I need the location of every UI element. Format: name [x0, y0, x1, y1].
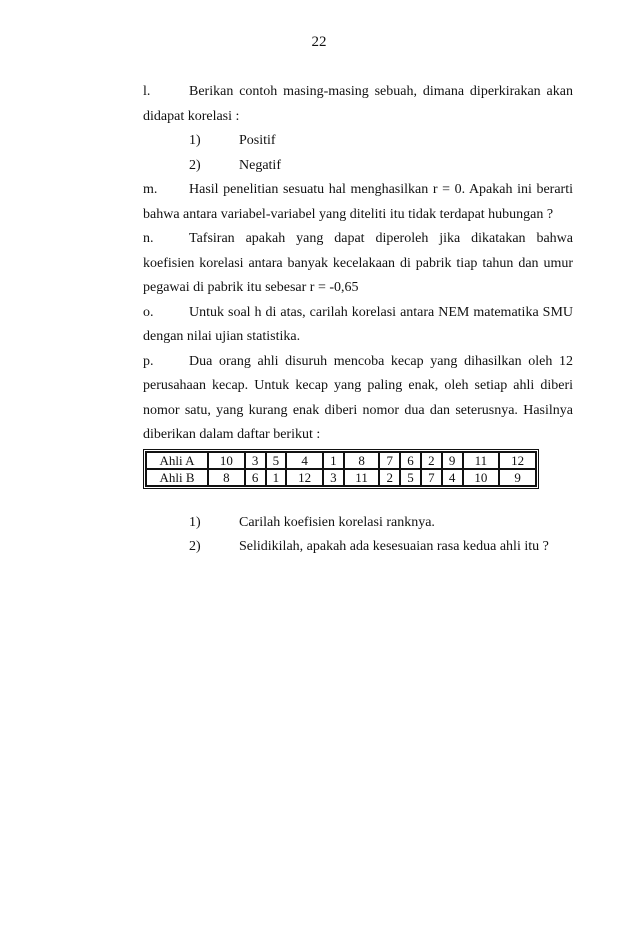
followup-text: Selidikilah, apakah ada kesesuaian rasa kedua ahli itu ?: [239, 539, 549, 554]
table-cell: 12: [499, 452, 536, 469]
question-p: [143, 350, 573, 448]
question-label: m.: [143, 182, 158, 197]
question-text: Tafsiran apakah yang dapat diperoleh jika dikatakan bahwa koefisien korelasi antara banyak kecelakaan di pabrik tiap tahun dan umur pegawai di pabrik itu sebesar r = -0,65: [143, 231, 573, 295]
table-cell: 1: [266, 469, 287, 486]
table-cell: 6: [245, 469, 266, 486]
question-text: Untuk soal h di atas, carilah korelasi antara NEM matematika SMU dengan nilai ujian statistika.: [143, 304, 573, 344]
table-cell: 5: [400, 469, 421, 486]
question-text: Dua orang ahli disuruh mencoba kecap yang dihasilkan oleh 12 perusahaan kecap. Untuk kecap yang paling enak, oleh setiap ahli diberi nomor satu, yang kurang enak diberi nomor dua dan seterusnya. Hasilnya diberikan dalam daftar berikut :: [143, 353, 573, 442]
row-label: Ahli A: [146, 452, 208, 469]
table-cell: 11: [344, 469, 380, 486]
table-cell: 10: [463, 469, 500, 486]
sub-item-text: Positif: [239, 133, 276, 148]
row-label: Ahli B: [146, 469, 208, 486]
table-row: [146, 452, 536, 469]
page-number: 22: [311, 34, 327, 50]
table-cell: 9: [442, 452, 463, 469]
table-cell: 4: [286, 452, 323, 469]
table-cell: 8: [344, 452, 380, 469]
question-label: o.: [143, 304, 154, 320]
table-cell: 12: [286, 469, 323, 486]
table-cell: 1: [323, 452, 344, 469]
table-cell: 7: [379, 452, 400, 469]
question-m: [143, 178, 573, 227]
question-label: l.: [143, 84, 151, 99]
followup-item: [143, 511, 573, 536]
followup-number: 1): [189, 514, 201, 530]
table-cell: 9: [499, 469, 536, 486]
question-n: [143, 227, 573, 301]
table-cell: 6: [400, 452, 421, 469]
table-cell: 3: [245, 452, 266, 469]
ranking-table: [143, 449, 539, 489]
table-cell: 5: [266, 452, 287, 469]
followup-number: 2): [189, 539, 201, 554]
table-cell: 2: [379, 469, 400, 486]
sub-item-number: 2): [189, 157, 201, 173]
question-text: Berikan contoh masing-masing sebuah, dimana diperkirakan akan didapat korelasi :: [143, 84, 573, 124]
table-cell: 7: [421, 469, 442, 486]
sub-item: [143, 129, 573, 154]
question-l: [143, 80, 573, 178]
table-cell: 4: [442, 469, 463, 486]
table-cell: 10: [208, 452, 245, 469]
table-cell: 8: [208, 469, 245, 486]
followup-item: [143, 535, 573, 560]
followup-list: [143, 511, 573, 560]
question-text: Hasil penelitian sesuatu hal menghasilkan r = 0. Apakah ini berarti bahwa antara variabel-variabel yang diteliti itu tidak terdapat hubungan ?: [143, 182, 573, 222]
sub-item-number: 1): [189, 133, 201, 148]
document-body: [143, 80, 573, 560]
question-o: [143, 301, 573, 350]
followup-text: Carilah koefisien korelasi ranknya.: [239, 514, 435, 530]
table-cell: 11: [463, 452, 500, 469]
sub-item-text: Negatif: [239, 157, 281, 173]
question-label: n.: [143, 231, 154, 246]
table-row: [146, 469, 536, 486]
sub-item: [143, 154, 573, 179]
question-label: p.: [143, 353, 154, 369]
table-cell: 3: [323, 469, 344, 486]
table-cell: 2: [421, 452, 442, 469]
